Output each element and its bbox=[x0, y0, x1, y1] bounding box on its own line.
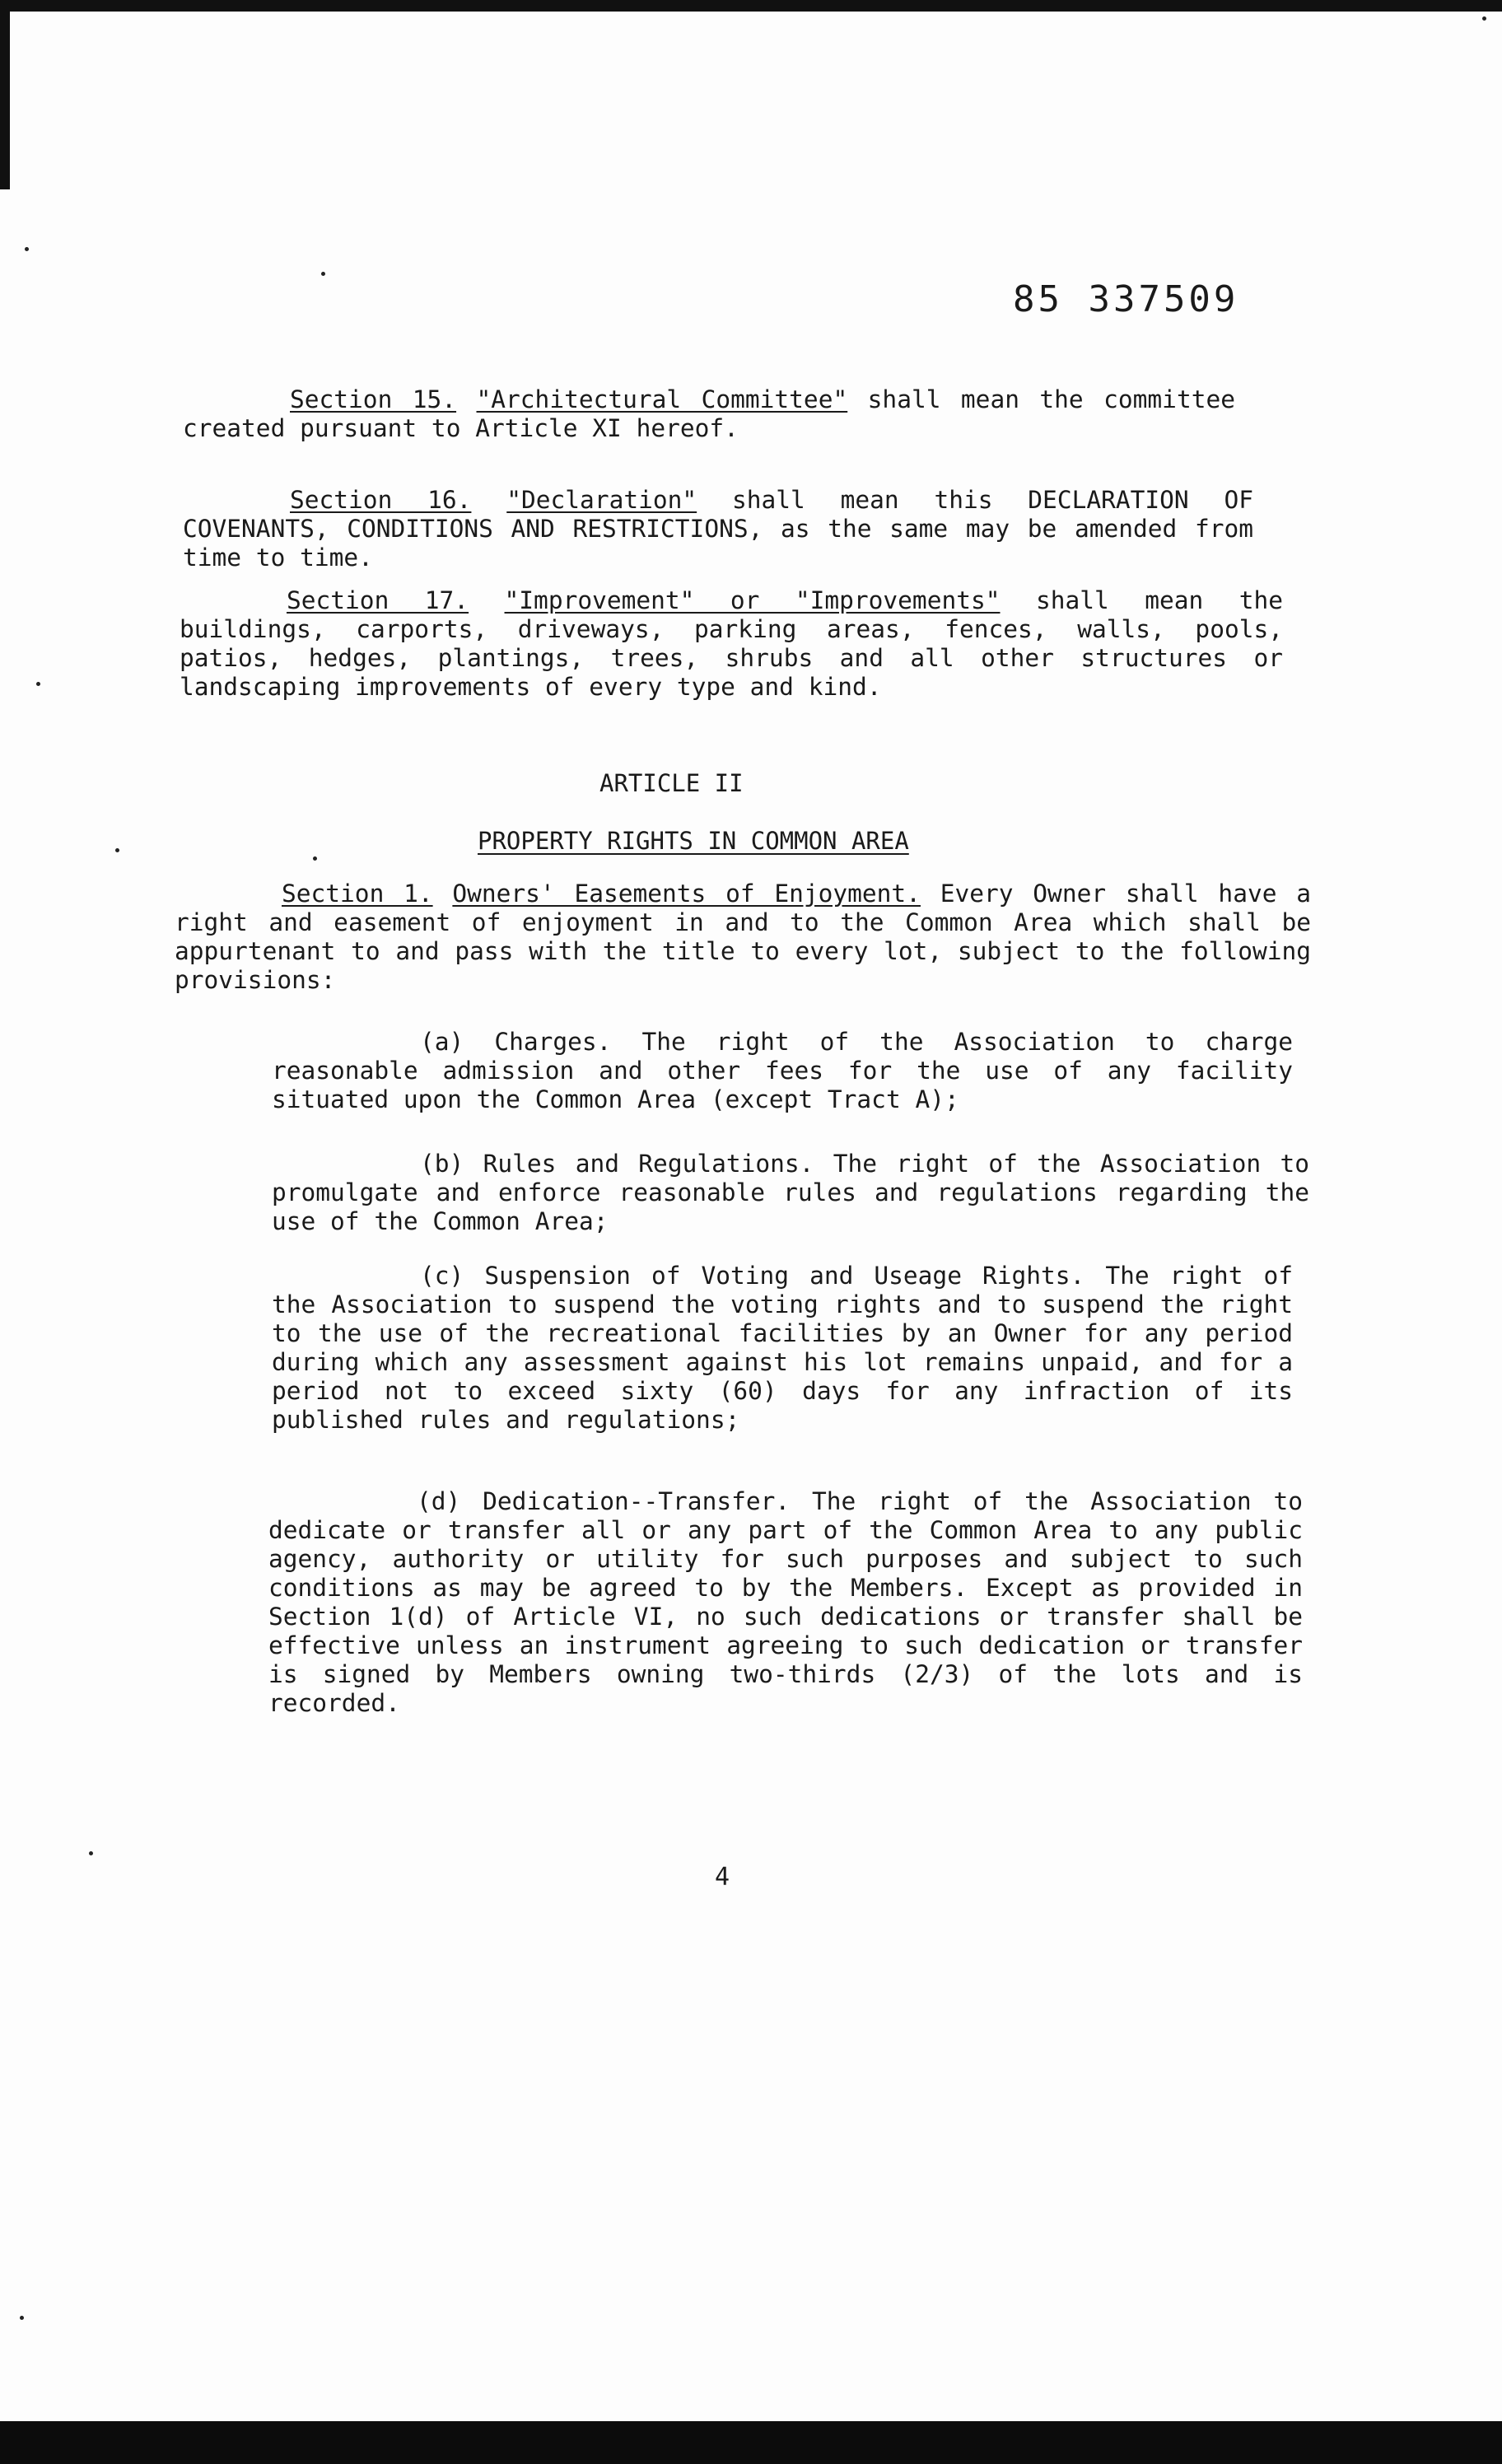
article-title: ARTICLE II bbox=[599, 769, 744, 797]
provision-b-marker: (b) bbox=[420, 1150, 464, 1178]
provision-c-term: Suspension of Voting and Useage Rights. bbox=[484, 1262, 1085, 1290]
provision-d-marker: (d) bbox=[417, 1487, 461, 1515]
page-number: 4 bbox=[715, 1863, 730, 1892]
scan-speck bbox=[36, 682, 40, 686]
section-17-paragraph bbox=[180, 586, 1283, 702]
document-number: 85 337509 bbox=[1013, 278, 1239, 320]
section-16-paragraph bbox=[183, 486, 1253, 572]
article-section-1-term: Owners' Easements of Enjoyment. bbox=[452, 880, 921, 908]
section-15-text: shall mean the committee created pursuant to Article XI hereof. bbox=[183, 385, 1235, 442]
section-16-text: shall mean this DECLARATION OF COVENANTS, CONDITIONS AND RESTRICTIONS, as the same may be amended from time to time. bbox=[183, 486, 1253, 572]
section-15-paragraph bbox=[183, 385, 1235, 443]
provision-b-text: The right of the Association to promulgate and enforce reasonable rules and regulations regarding the use of the Common Area; bbox=[272, 1150, 1310, 1235]
section-16-term: "Declaration" bbox=[506, 486, 697, 514]
article-section-1-text: Every Owner shall have a right and easement of enjoyment in and to the Common Area which shall be appurtenant to and pass with the title to every lot, subject to the following provisions: bbox=[175, 880, 1311, 994]
provision-c-marker: (c) bbox=[420, 1262, 464, 1290]
provision-a-marker: (a) bbox=[420, 1028, 464, 1056]
scan-edge-bottom bbox=[0, 2421, 1502, 2464]
section-17-term: "Improvement" or "Improvements" bbox=[504, 586, 1001, 614]
provision-b bbox=[272, 1150, 1309, 1236]
section-17-label: Section 17. bbox=[287, 586, 469, 614]
scan-edge-top bbox=[0, 0, 1502, 12]
scan-speck bbox=[89, 1851, 93, 1855]
scan-speck bbox=[20, 2316, 24, 2320]
scan-speck bbox=[115, 848, 119, 852]
scan-speck bbox=[313, 856, 317, 861]
scan-speck bbox=[1482, 16, 1486, 21]
section-15-term: "Architectural Committee" bbox=[476, 385, 848, 413]
provision-d bbox=[268, 1487, 1303, 1718]
scan-edge-left bbox=[0, 0, 10, 189]
provision-a-text: The right of the Association to charge reasonable admission and other fees for the use of any facility situated upon the Common Area (except Tract A); bbox=[272, 1028, 1294, 1113]
section-16-label: Section 16. bbox=[290, 486, 472, 514]
provision-c-text: The right of the Association to suspend the voting rights and to suspend the right to the use of the recreational facilities by an Owner for any period during which any assessment against his lot remains unpaid, and for a period not to exceed sixty (60) days for any infraction of its published rules and regulations; bbox=[272, 1262, 1293, 1434]
provision-a-term: Charges. bbox=[494, 1028, 612, 1056]
section-17-text: shall mean the buildings, carports, driveways, parking areas, fences, walls, pools, patios, hedges, plantings, trees, shrubs and all other structures or landscaping improvements of every type and kind. bbox=[180, 586, 1284, 701]
provision-d-text: The right of the Association to dedicate or transfer all or any part of the Common Area to any public agency, authority or utility for such purposes and subject to such conditions as may be agreed to by the Members. Except as provided in Section 1(d) of Article VI, no such dedications or transfer shall be effective unless an instrument agreeing to such dedication or transfer is signed by Members owning two-thirds (2/3) of the lots and is recorded. bbox=[268, 1487, 1304, 1717]
section-15-label: Section 15. bbox=[290, 385, 457, 413]
article-section-1-paragraph bbox=[175, 880, 1311, 995]
scan-speck bbox=[321, 272, 325, 276]
provision-b-term: Rules and Regulations. bbox=[483, 1150, 814, 1178]
article-subtitle: PROPERTY RIGHTS IN COMMON AREA bbox=[478, 827, 909, 855]
scan-speck bbox=[25, 247, 29, 251]
provision-c bbox=[272, 1262, 1293, 1435]
provision-a bbox=[272, 1028, 1293, 1114]
article-section-1-label: Section 1. bbox=[282, 880, 433, 908]
provision-d-term: Dedication--Transfer. bbox=[483, 1487, 791, 1515]
